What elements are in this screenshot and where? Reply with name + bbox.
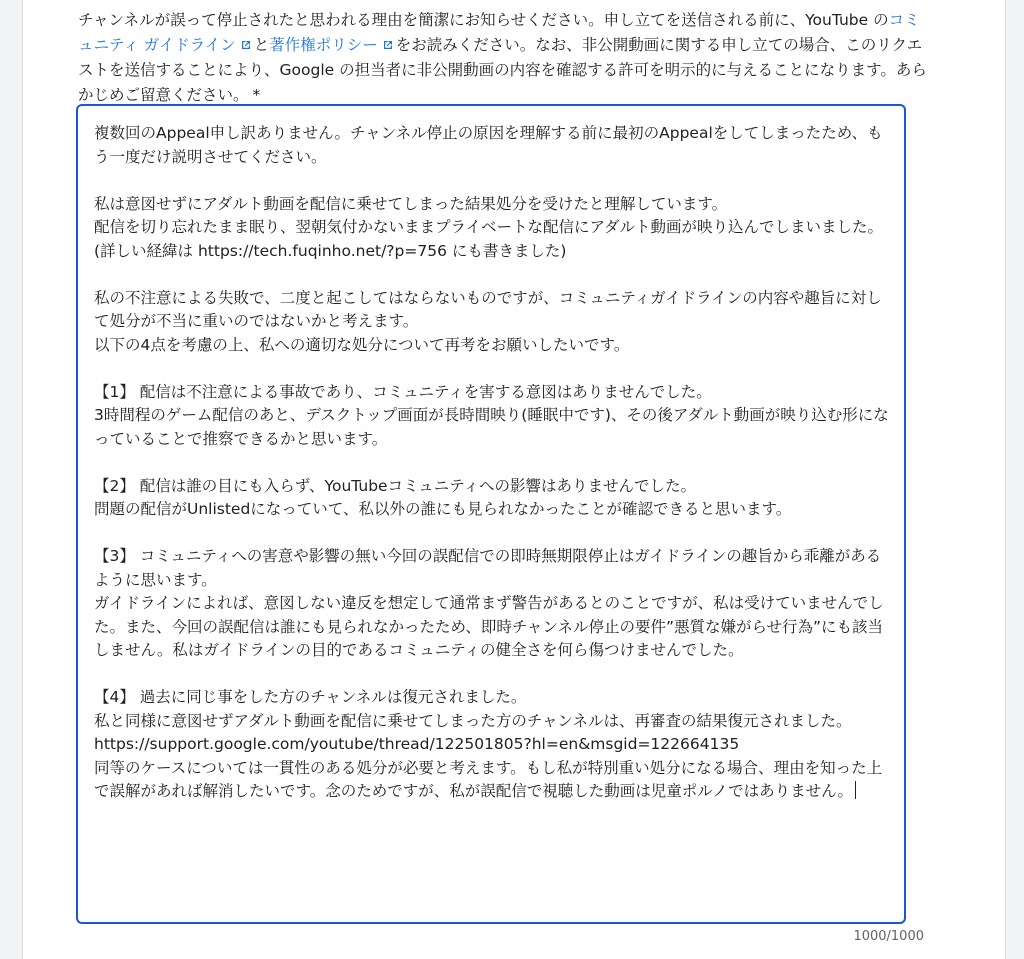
character-counter: 1000/1000 bbox=[853, 929, 924, 944]
appeal-textarea[interactable] bbox=[76, 104, 906, 924]
external-link-icon bbox=[382, 39, 394, 51]
community-guidelines-link[interactable]: コミュニティ ガイドライン bbox=[78, 11, 920, 54]
appeal-textarea-content[interactable] bbox=[94, 122, 890, 908]
question-text-1: チャンネルが誤って停止されたと思われる理由を簡潔にお知らせください。申し立てを送信される前に、YouTube の bbox=[78, 11, 889, 29]
question-label bbox=[78, 8, 928, 108]
text-caret bbox=[855, 781, 856, 799]
appeal-text: 複数回のAppeal申し訳ありません。チャンネル停止の原因を理解する前に最初のAppealをしてしまったため、もう一度だけ説明させてください。 私は意図せずにアダルト動画を配信に乗せてしまった結果処分を受けたと理解しています。 配信を切り忘れたまま眠り、翌朝気付かないままプライベートな配信にアダルト動画が映り込んでしまいました。 (詳しい経緯は https://tech.fuqinho.net/?p=756 にも書きました) 私の不注意による失敗で、二度と起こしてはならないものですが、コミュニティガイドラインの内容や趣旨に対して処分が不当に重いのではないかと考えます。 以下の4点を考慮の上、私への適切な処分について再考をお願いしたいです。 【1】 配信は不注意による事故であり、コミュニティを害する意図はありませんでした。 3時間程のゲーム配信のあと、デスクトップ画面が長時間映り(睡眠中です)、その後アダルト動画が映り込む形になっていることで推察できるかと思います。 【2】 配信は誰の目にも入らず、YouTubeコミュニティへの影響はありませんでした。 問題の配信がUnlistedになっていて、私以外の誰にも見られなかったことが確認できると思います。 【3】 コミュニティへの害意や影響の無い今回の誤配信での即時無期限停止はガイドラインの趣旨から乖離があるように思います。 ガイドラインによれば、意図しない違反を想定して通常まず警告があるとのことですが、私は受けていませんでした。また、今回の誤配信は誰にも見られなかったため、即時チャンネル停止の要件”悪質な嫌がらせ行為”にも該当しません。私はガイドラインの目的であるコミュニティの健全さを何ら傷つけませんでした。 【4】 過去に同じ事をした方のチャンネルは復元されました。 私と同様に意図せずアダルト動画を配信に乗せてしまった方のチャンネルは、再審査の結果復元されました。 https://support.google.com/youtube/thread/122501805?hl=en&msgid=122664135 同等のケースについては一貫性のある処分が必要と考えます。もし私が特別重い処分になる場合、理由を知った上で誤解があれば解消したいです。念のためですが、私が誤配信で視聴した動画は児童ポルノではありません。 bbox=[94, 124, 889, 800]
required-mark: * bbox=[252, 86, 261, 104]
question-text-3: をお読みください。なお、非公開動画に関する申し立ての場合、このリクエストを送信することにより、Google の担当者に非公開動画の内容を確認する許可を明示的に与えることになります。あらかじめご留意ください。 bbox=[78, 36, 927, 104]
question-text-2: と bbox=[253, 36, 270, 54]
external-link-icon bbox=[240, 39, 252, 51]
copyright-policy-link[interactable]: 著作権ポリシー bbox=[269, 36, 378, 54]
